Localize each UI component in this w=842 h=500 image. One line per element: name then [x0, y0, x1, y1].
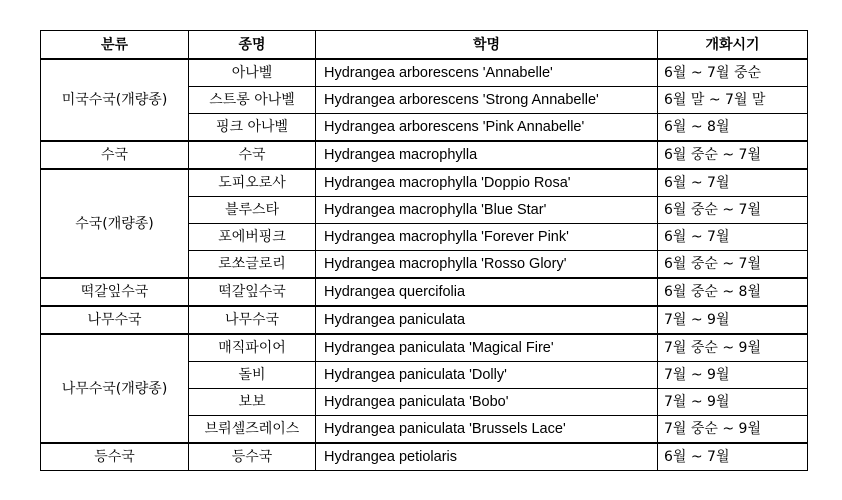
bloom-period-cell: 6월 ~ 7월 — [658, 443, 808, 471]
bloom-period-cell: 7월 중순 ~ 9월 — [658, 334, 808, 362]
table-row — [41, 169, 808, 197]
table-row — [41, 306, 808, 334]
bloom-period-cell: 6월 중순 ~ 7월 — [658, 251, 808, 279]
scientific-name-cell: Hydrangea paniculata 'Dolly' — [316, 362, 658, 389]
scientific-name-cell: Hydrangea quercifolia — [316, 278, 658, 306]
bloom-period-cell: 7월 ~ 9월 — [658, 389, 808, 416]
bloom-period-cell: 6월 ~ 7월 — [658, 169, 808, 197]
species-name-cell: 블루스타 — [189, 197, 316, 224]
bloom-period-cell: 6월 중순 ~ 8월 — [658, 278, 808, 306]
scientific-name-cell: Hydrangea arborescens 'Annabelle' — [316, 59, 658, 87]
species-name-cell: 돌비 — [189, 362, 316, 389]
category-cell: 수국(개량종) — [41, 169, 189, 278]
species-name-cell: 브뤼셀즈레이스 — [189, 416, 316, 444]
header-row — [41, 31, 808, 60]
table-row — [41, 59, 808, 87]
category-cell: 미국수국(개량종) — [41, 59, 189, 141]
species-name-cell: 로쏘글로리 — [189, 251, 316, 279]
bloom-period-cell: 7월 ~ 9월 — [658, 306, 808, 334]
species-name-cell: 도피오로사 — [189, 169, 316, 197]
table-header — [41, 31, 808, 60]
table-row — [41, 141, 808, 169]
bloom-period-cell: 6월 ~ 8월 — [658, 114, 808, 142]
scientific-name-cell: Hydrangea paniculata 'Magical Fire' — [316, 334, 658, 362]
species-name-cell: 등수국 — [189, 443, 316, 471]
scientific-name-cell: Hydrangea macrophylla 'Doppio Rosa' — [316, 169, 658, 197]
species-name-cell: 보보 — [189, 389, 316, 416]
category-cell: 수국 — [41, 141, 189, 169]
species-name-cell: 핑크 아나벨 — [189, 114, 316, 142]
bloom-period-cell: 6월 중순 ~ 7월 — [658, 141, 808, 169]
species-name-cell: 수국 — [189, 141, 316, 169]
bloom-period-cell: 7월 중순 ~ 9월 — [658, 416, 808, 444]
scientific-name-cell: Hydrangea macrophylla 'Rosso Glory' — [316, 251, 658, 279]
scientific-name-cell: Hydrangea paniculata — [316, 306, 658, 334]
scientific-name-cell: Hydrangea macrophylla 'Forever Pink' — [316, 224, 658, 251]
category-cell: 나무수국 — [41, 306, 189, 334]
header-bloom-period: 개화시기 — [658, 31, 808, 60]
bloom-period-cell: 6월 중순 ~ 7월 — [658, 197, 808, 224]
species-name-cell: 나무수국 — [189, 306, 316, 334]
header-scientific-name: 학명 — [316, 31, 658, 60]
category-cell: 떡갈잎수국 — [41, 278, 189, 306]
species-name-cell: 아나벨 — [189, 59, 316, 87]
scientific-name-cell: Hydrangea paniculata 'Brussels Lace' — [316, 416, 658, 444]
table-row — [41, 334, 808, 362]
scientific-name-cell: Hydrangea macrophylla — [316, 141, 658, 169]
hydrangea-table — [40, 30, 808, 471]
scientific-name-cell: Hydrangea arborescens 'Pink Annabelle' — [316, 114, 658, 142]
table-row — [41, 278, 808, 306]
scientific-name-cell: Hydrangea petiolaris — [316, 443, 658, 471]
bloom-period-cell: 6월 ~ 7월 중순 — [658, 59, 808, 87]
bloom-period-cell: 6월 말 ~ 7월 말 — [658, 87, 808, 114]
category-cell: 나무수국(개량종) — [41, 334, 189, 443]
header-species-name: 종명 — [189, 31, 316, 60]
species-name-cell: 스트롱 아나벨 — [189, 87, 316, 114]
species-name-cell: 떡갈잎수국 — [189, 278, 316, 306]
header-category: 분류 — [41, 31, 189, 60]
scientific-name-cell: Hydrangea macrophylla 'Blue Star' — [316, 197, 658, 224]
table-body — [41, 59, 808, 471]
table-row — [41, 443, 808, 471]
scientific-name-cell: Hydrangea arborescens 'Strong Annabelle' — [316, 87, 658, 114]
bloom-period-cell: 6월 ~ 7월 — [658, 224, 808, 251]
bloom-period-cell: 7월 ~ 9월 — [658, 362, 808, 389]
species-name-cell: 매직파이어 — [189, 334, 316, 362]
category-cell: 등수국 — [41, 443, 189, 471]
scientific-name-cell: Hydrangea paniculata 'Bobo' — [316, 389, 658, 416]
species-name-cell: 포에버핑크 — [189, 224, 316, 251]
